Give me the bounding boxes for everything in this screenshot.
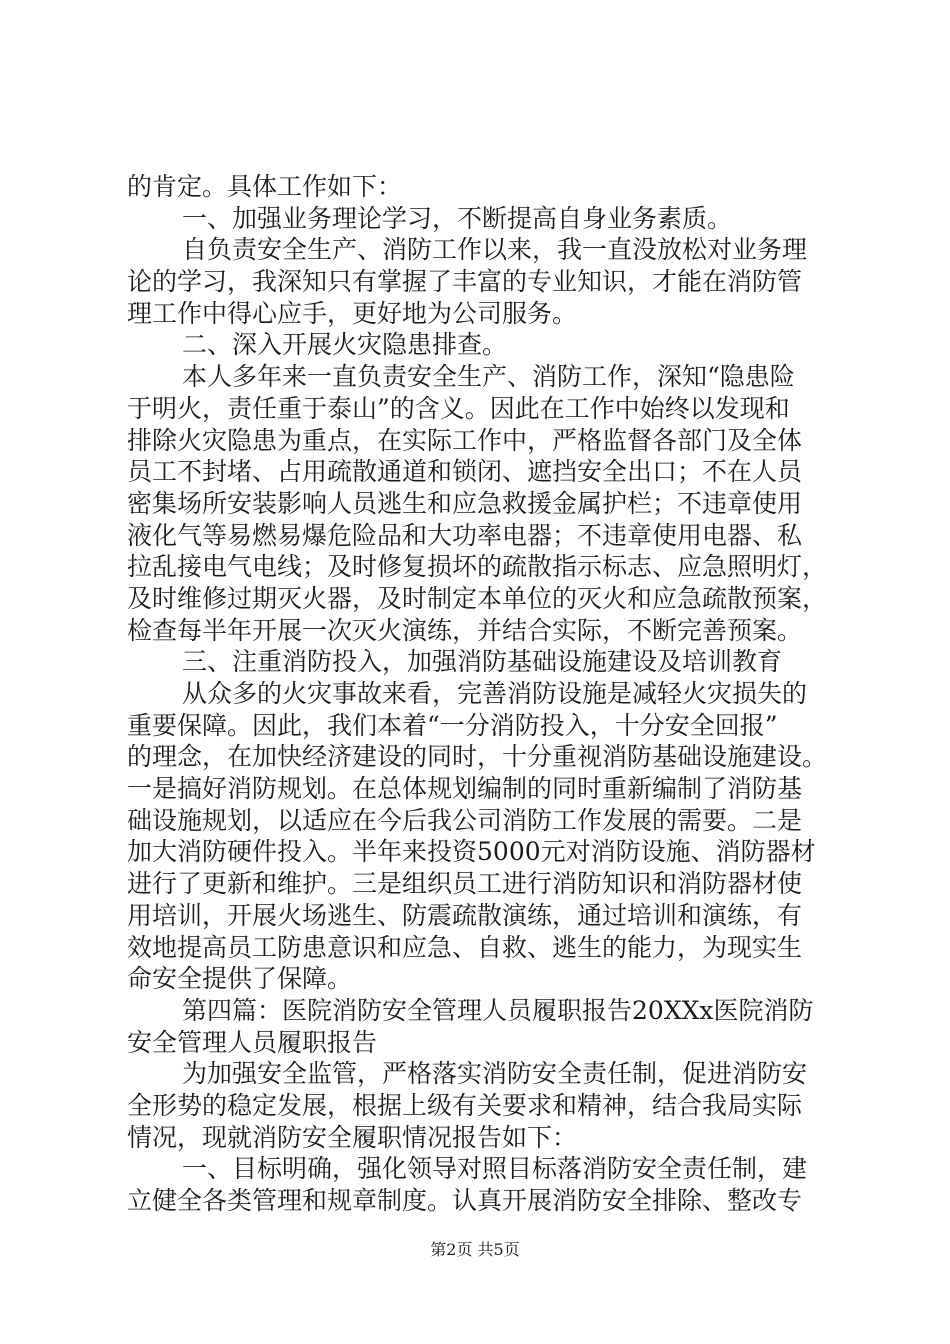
- text-line: 员工不封堵、占用疏散通道和锁闭、遮挡安全出口；不在人员: [127, 457, 803, 487]
- text-line: 的肯定。具体工作如下：: [127, 172, 403, 201]
- text-line: 密集场所安装影响人员逃生和应急救援金属护栏；不违章使用: [127, 488, 803, 518]
- text-line: 检查每半年开展一次灭火演练，并结合实际，不断完善预案。: [127, 615, 803, 645]
- text-line: 用培训，开展火场逃生、防震疏散演练，通过培训和演练，有: [127, 900, 803, 930]
- text-line: 础设施规划，以适应在今后我公司消防工作发展的需要。二是: [127, 805, 803, 835]
- text-line: 理工作中得心应手，更好地为公司服务。: [127, 298, 578, 328]
- text-line: 全形势的稳定发展，根据上级有关要求和精神，结合我局实际: [127, 1090, 803, 1120]
- text-line: 一、加强业务理论学习，不断提高自身业务素质。: [182, 203, 733, 233]
- text-line: 重要保障。因此，我们本着“一分消防投入，十分安全回报”: [127, 710, 778, 740]
- text-line: 排除火灾隐患为重点，在实际工作中，严格监督各部门及全体: [127, 425, 803, 455]
- text-line: 的理念，在加快经济建设的同时，十分重视消防基础设施建设。: [127, 742, 828, 772]
- document-body: [127, 171, 827, 1217]
- page-footer: 第2页 共5页: [430, 1240, 520, 1259]
- text-line: 第四篇：医院消防安全管理人员履职报告20XXx医院消防: [182, 995, 814, 1025]
- text-line: 情况，现就消防安全履职情况报告如下：: [127, 1122, 578, 1152]
- text-line: 本人多年来一直负责安全生产、消防工作，深知“隐患险: [182, 362, 795, 392]
- text-line: 拉乱接电气电线；及时修复损坏的疏散指示标志、应急照明灯，: [127, 552, 828, 582]
- text-line: 于明火，责任重于泰山”的含义。因此在工作中始终以发现和: [127, 393, 790, 423]
- text-line: 二、深入开展火灾隐患排查。: [182, 330, 508, 360]
- text-line: 效地提高员工防患意识和应急、自救、逃生的能力，为现实生: [127, 932, 803, 962]
- text-line: 及时维修过期灭火器，及时制定本单位的灭火和应急疏散预案，: [127, 583, 828, 613]
- text-line: 三、注重消防投入，加强消防基础设施建设及培训教育: [182, 647, 783, 677]
- text-line: 一、目标明确，强化领导对照目标落消防安全责任制，建: [182, 1154, 808, 1184]
- text-line: 命安全提供了保障。: [127, 964, 353, 994]
- text-line: 安全管理人员履职报告: [127, 1027, 378, 1057]
- text-line: 进行了更新和维护。三是组织员工进行消防知识和消防器材使: [127, 869, 803, 899]
- text-line: 论的学习，我深知只有掌握了丰富的专业知识，才能在消防管: [127, 267, 803, 297]
- text-line: 自负责安全生产、消防工作以来，我一直没放松对业务理: [182, 235, 808, 265]
- text-line: 一是搞好消防规划。在总体规划编制的同时重新编制了消防基: [127, 774, 803, 804]
- text-line: 为加强安全监管，严格落实消防安全责任制，促进消防安: [182, 1059, 808, 1089]
- text-line: 立健全各类管理和规章制度。认真开展消防安全排除、整改专: [127, 1186, 803, 1215]
- text-line: 加大消防硬件投入。半年来投资5000元对消防设施、消防器材: [127, 837, 816, 867]
- text-line: 从众多的火灾事故来看，完善消防设施是减轻火灾损失的: [182, 679, 808, 708]
- text-line: 液化气等易燃易爆危险品和大功率电器；不违章使用电器、私: [127, 520, 803, 550]
